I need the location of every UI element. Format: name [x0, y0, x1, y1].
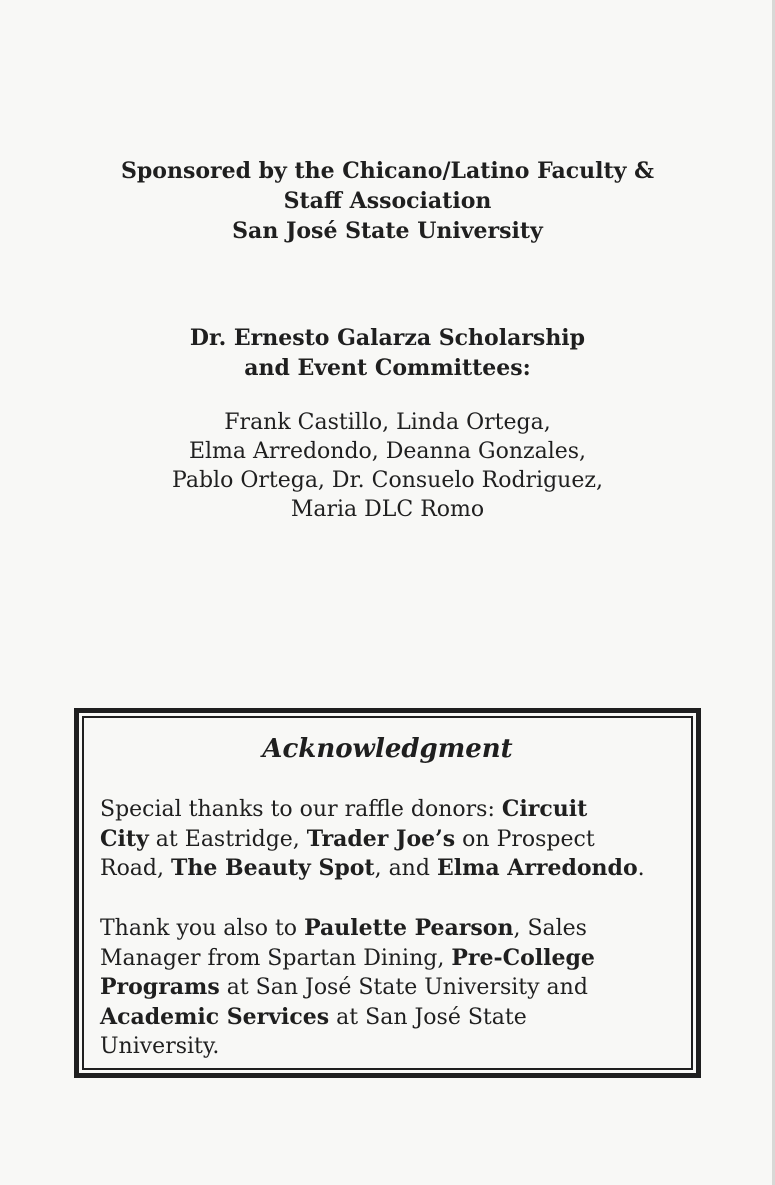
committee-member-line: Frank Castillo, Linda Ortega,: [224, 410, 551, 435]
donor-name: Elma Arredondo: [436, 855, 638, 881]
committee-members: [0, 408, 775, 524]
paragraph-line: [100, 854, 670, 884]
donor-name: Trader Joe’s: [306, 825, 456, 852]
paragraph-text: Thank you also to: [100, 916, 305, 941]
program-name: Programs: [100, 974, 220, 1000]
paragraph-text: Road,: [100, 856, 171, 881]
committee-heading: [0, 323, 775, 383]
paragraph-text: at San José State University and: [219, 975, 588, 1000]
paragraph-text: , Sales: [513, 916, 587, 941]
committee-member-line: Elma Arredondo, Deanna Gonzales,: [188, 439, 587, 464]
paragraph-text: Special thanks to our raffle donors:: [100, 797, 502, 822]
paragraph-text: , and: [374, 856, 437, 881]
program-name: Academic Services: [100, 1003, 330, 1030]
paragraph-line: University.: [100, 1034, 220, 1059]
sponsor-line: Sponsored by the Chicano/Latino Faculty &: [121, 158, 654, 184]
committee-member-line: Maria DLC Romo: [290, 497, 485, 522]
paragraph-line: [100, 1003, 670, 1033]
acknowledgment-title: Acknowledgment: [262, 734, 513, 764]
committee-member-line: Pablo Ortega, Dr. Consuelo Rodriguez,: [172, 468, 603, 493]
paragraph-text: .: [637, 856, 645, 881]
acknowledgment-inner-frame: [82, 716, 693, 1070]
person-name: Paulette Pearson: [304, 915, 514, 941]
paragraph-line: [100, 973, 670, 1003]
paragraph-text: on Prospect: [455, 826, 595, 852]
program-name: Pre-College: [451, 944, 595, 971]
paragraph-text: at San José State: [329, 1004, 527, 1030]
sponsor-statement: [0, 156, 775, 246]
raffle-donors-paragraph: [100, 795, 670, 884]
sponsor-line: San José State University: [232, 218, 543, 244]
paragraph-line: [100, 795, 670, 825]
donor-name: The Beauty Spot: [171, 855, 375, 881]
committee-heading-line: Dr. Ernesto Galarza Scholarship: [189, 325, 586, 351]
sponsor-line: Staff Association: [283, 188, 492, 214]
thanks-paragraph: [100, 914, 670, 1062]
paragraph-line: [100, 914, 670, 944]
donor-name: City: [100, 825, 149, 852]
paragraph-text: Manager from Spartan Dining,: [100, 945, 452, 971]
acknowledgment-box: [74, 708, 701, 1078]
donor-name: Circuit: [501, 796, 588, 822]
paragraph-line: [100, 944, 670, 974]
paragraph-line: [100, 825, 670, 855]
committee-heading-line: and Event Committees:: [244, 355, 531, 381]
paragraph-text: at Eastridge,: [148, 826, 307, 852]
